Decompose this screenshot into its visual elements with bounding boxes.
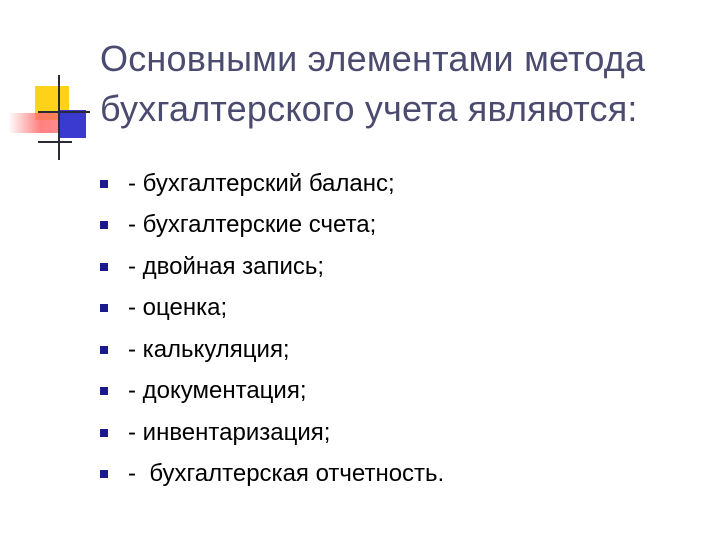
square-bullet-icon <box>100 387 108 395</box>
list-item <box>100 329 444 371</box>
slide-title: Основными элементами метода бухгалтерского учета являются: <box>100 38 646 129</box>
list-item <box>100 205 444 247</box>
list-item <box>100 454 444 496</box>
square-bullet-icon <box>100 346 108 354</box>
list-item-text: - бухгалтерский баланс; <box>128 169 395 197</box>
list-item <box>100 246 444 288</box>
square-bullet-icon <box>100 180 108 188</box>
square-bullet-icon <box>100 263 108 271</box>
list-item <box>100 412 444 454</box>
square-bullet-icon <box>100 429 108 437</box>
bullet-list <box>100 163 444 495</box>
list-item-text: - инвентаризация; <box>128 418 331 446</box>
square-bullet-icon <box>100 304 108 312</box>
list-item-text: - оценка; <box>128 294 228 322</box>
list-item <box>100 371 444 413</box>
square-bullet-icon <box>100 221 108 229</box>
list-item <box>100 163 444 205</box>
list-item <box>100 288 444 330</box>
list-item-text: - калькуляция; <box>128 335 290 363</box>
list-item-text: - бухгалтерские счета; <box>128 211 377 239</box>
list-item-text: - документация; <box>128 377 307 405</box>
corner-decoration-icon <box>0 0 110 170</box>
square-bullet-icon <box>100 470 108 478</box>
list-item-text: - двойная запись; <box>128 252 325 280</box>
list-item-text: - бухгалтерская отчетность. <box>128 460 445 488</box>
